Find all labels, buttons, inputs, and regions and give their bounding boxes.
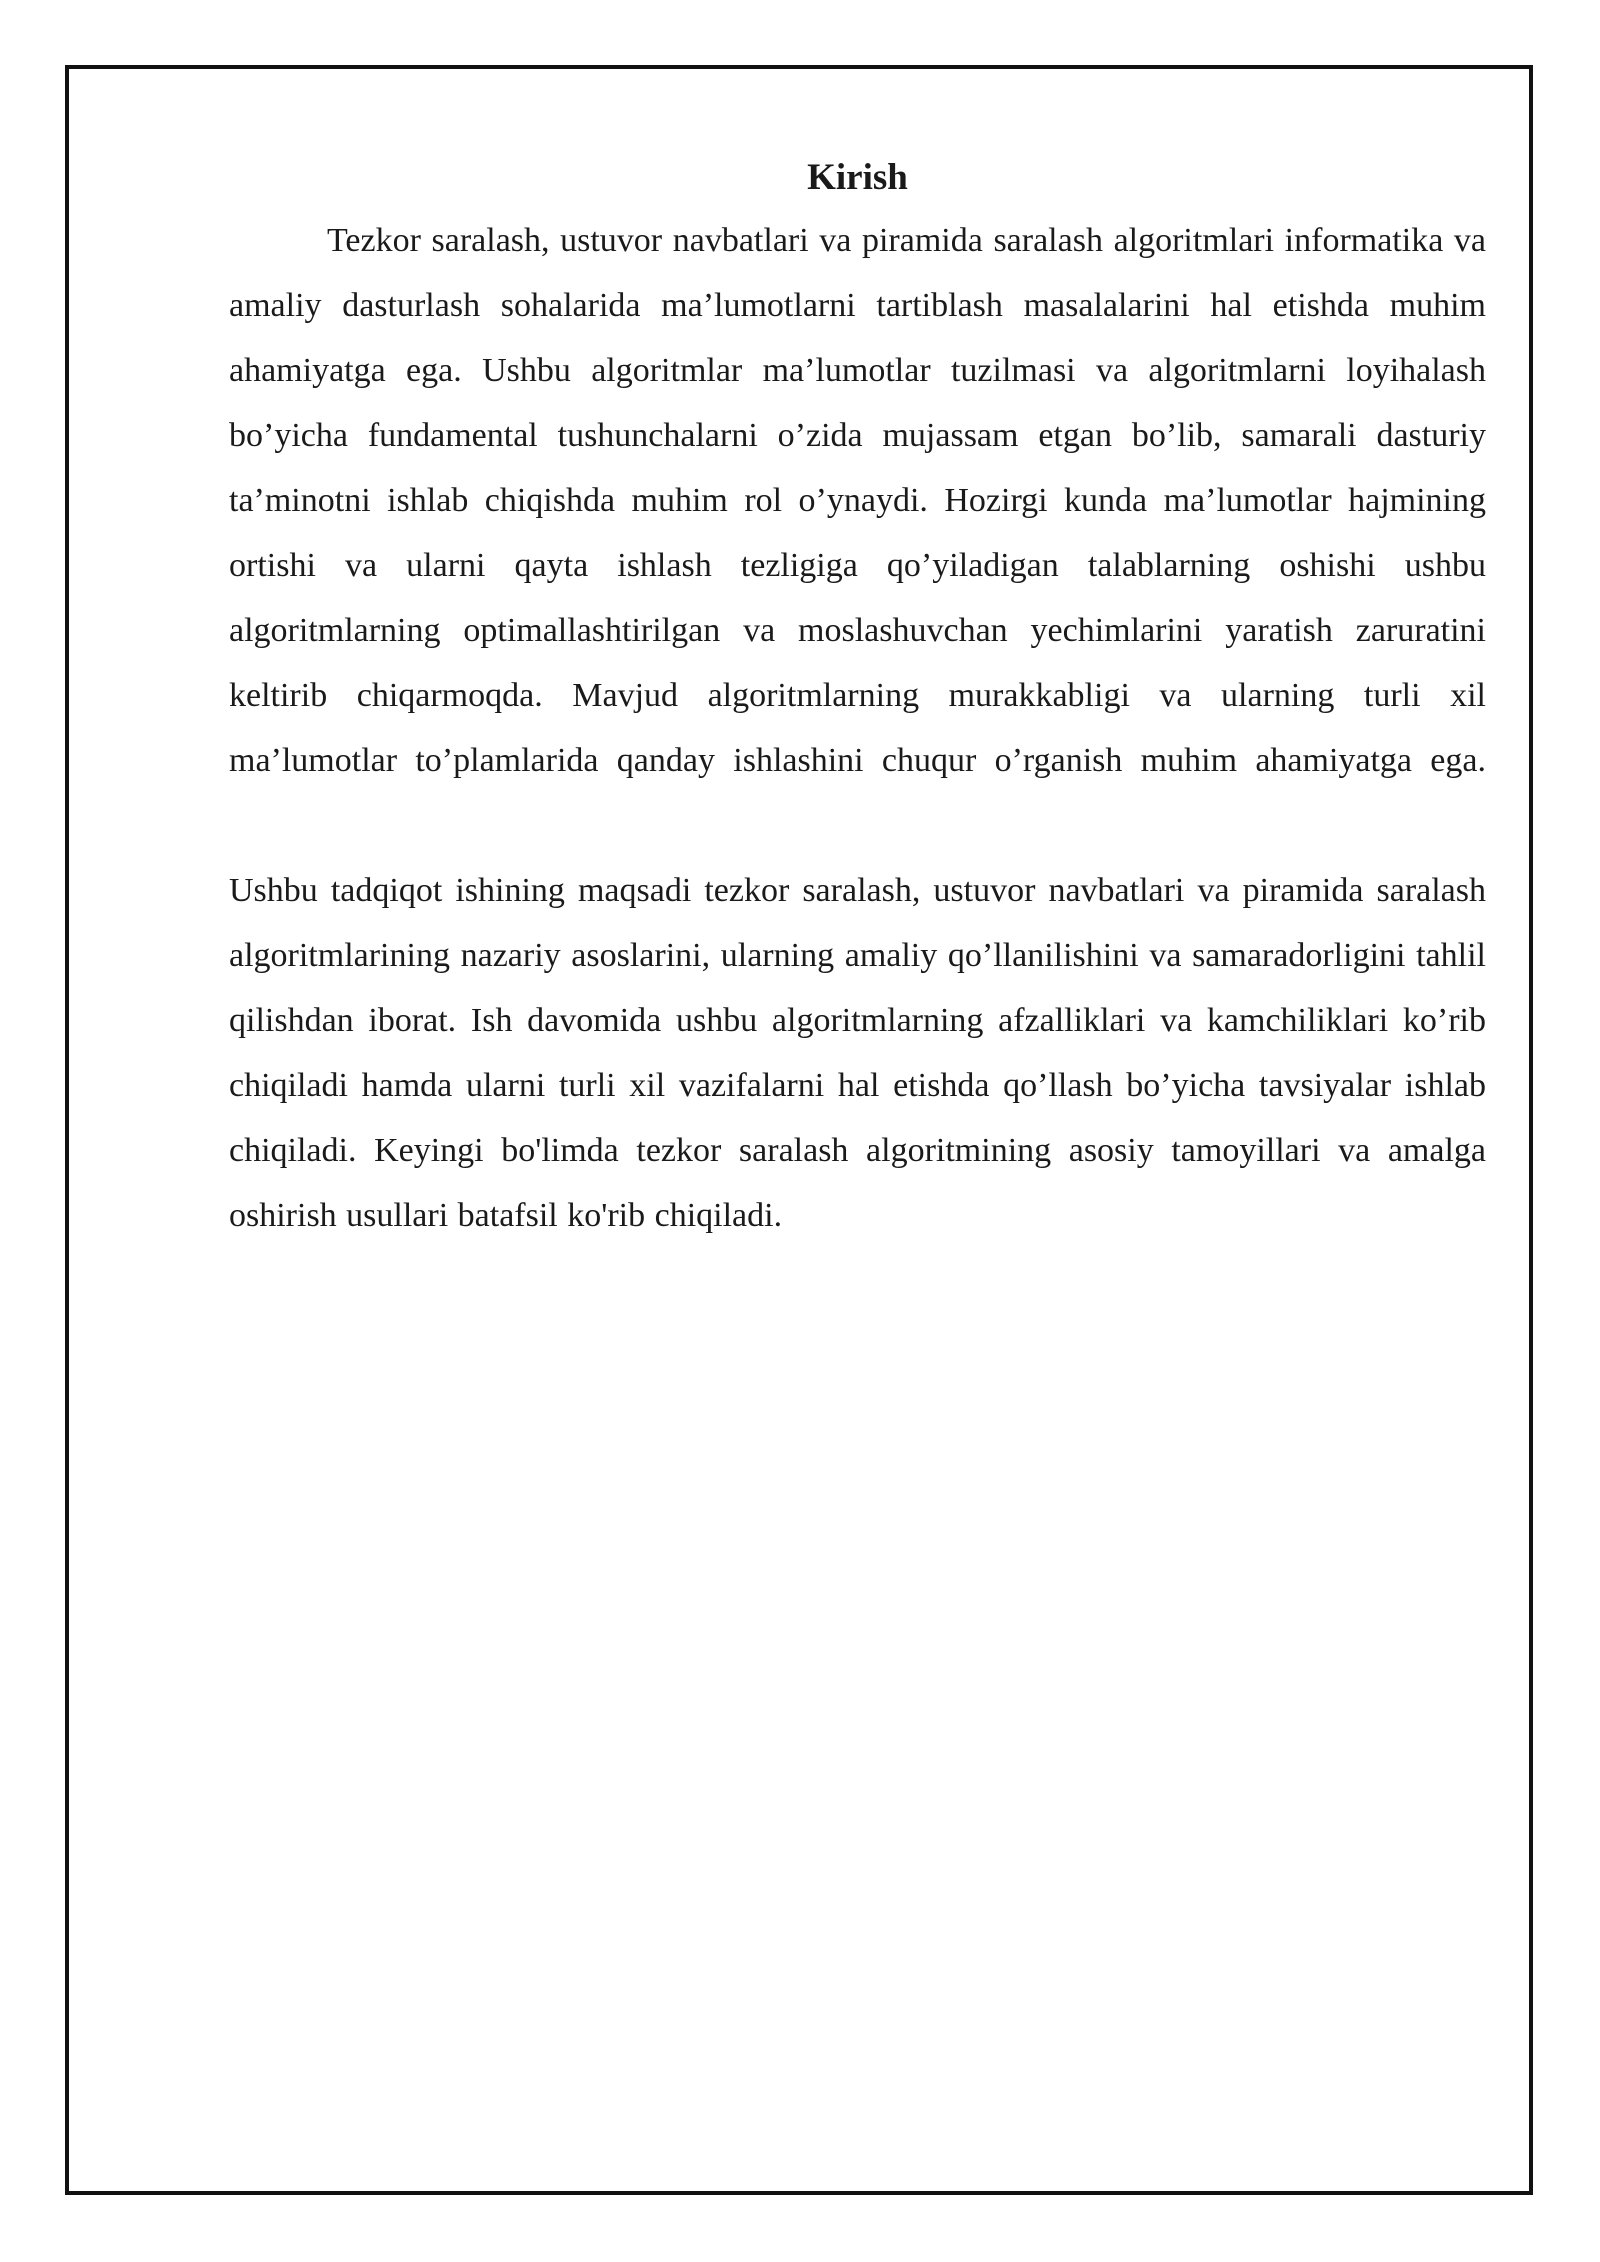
intro-paragraph: Tezkor saralash, ustuvor navbatlari va piramida saralash algoritmlari informatika va amaliy dasturlash sohalarida ma’lumotlarni tartiblash masalalarini hal etishda muhim ahamiyatga ega. Ushbu algoritmlar ma’lumotlar tuzilmasi va algoritmlarni loyihalash bo’yicha fundamental tushunchalarni o’zida mujassam etgan bo’lib, samarali dasturiy ta’minotni ishlab chiqishda muhim rol o’ynaydi. Hozirgi kunda ma’lumotlar hajmining ortishi va ularni qayta ishlash tezligiga qo’yiladigan talablarning oshishi ushbu algoritmlarning optimallashtirilgan va moslashuvchan yechimlarini yaratish zaruratini keltirib chiqarmoqda. Mavjud algoritmlarning murakkabligi va ularning turli xil ma’lumotlar to’plamlarida qanday ishlashini chuqur o’rganish muhim ahamiyatga ega.	[229, 222, 1486, 779]
goal-paragraph: Ushbu tadqiqot ishining maqsadi tezkor saralash, ustuvor navbatlari va piramida saralash algoritmlarining nazariy asoslarini, ularning amaliy qo’llanilishini va samaradorligini tahlil qilishdan iborat. Ish davomida ushbu algoritmlarning afzalliklari va kamchiliklari ko’rib chiqiladi hamda ularni turli xil vazifalarni hal etishda qo’llash bo’yicha tavsiyalar ishlab chiqiladi. Keyingi bo'limda tezkor saralash algoritmining asosiy tamoyillari va amalga oshirish usullari batafsil ko'rib chiqiladi.	[229, 872, 1486, 1234]
document-body	[229, 148, 1486, 1248]
section-heading: Kirish	[807, 157, 908, 198]
paragraph-gap	[229, 793, 1486, 858]
